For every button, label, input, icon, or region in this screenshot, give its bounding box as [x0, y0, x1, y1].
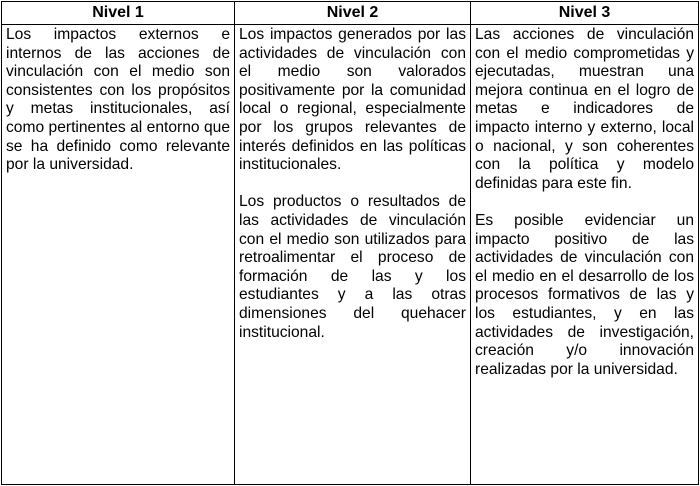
cell-nivel-3 — [471, 25, 699, 485]
nivel-1-paragraph-1: Los impactos externos e internos de las acciones de vinculación con el medio son consistentes con los propósitos y metas institucionales, así como pertinentes al entorno que se ha definido como relevante por la universidad. — [6, 26, 230, 174]
cell-nivel-2 — [235, 25, 471, 485]
nivel-2-paragraph-1: Los impactos generados por las actividades de vinculación con el medio son valorados positivamente por la comunidad local o regional, especialmente por los grupos relevantes de interés definidos en las políticas institucionales. — [239, 26, 466, 174]
header-nivel-1: Nivel 1 — [2, 2, 235, 25]
cell-nivel-1 — [2, 25, 235, 485]
header-nivel-2: Nivel 2 — [235, 2, 471, 25]
content-row — [2, 25, 699, 485]
header-nivel-3: Nivel 3 — [471, 2, 699, 25]
nivel-3-paragraph-2: Es posible evidenciar un impacto positivo de las actividades de vinculación con el medio en el desarrollo de los procesos formativos de las y los estudiantes, y en las actividades de investigación, creación y/o innovación realizadas por la universidad. — [475, 211, 694, 378]
header-row — [2, 2, 699, 25]
levels-table — [1, 1, 699, 485]
nivel-3-paragraph-1: Las acciones de vinculación con el medio comprometidas y ejecutadas, muestran una mejora continua en el logro de metas e indicadores de impacto interno y externo, local o nacional, y son coherentes con la política y modelo definidas para este fin. — [475, 26, 694, 192]
nivel-2-paragraph-2: Los productos o resultados de las actividades de vinculación con el medio son utilizados para retroalimentar el proceso de formación de las y los estudiantes y a las otras dimensiones del quehacer institucional. — [239, 193, 466, 341]
